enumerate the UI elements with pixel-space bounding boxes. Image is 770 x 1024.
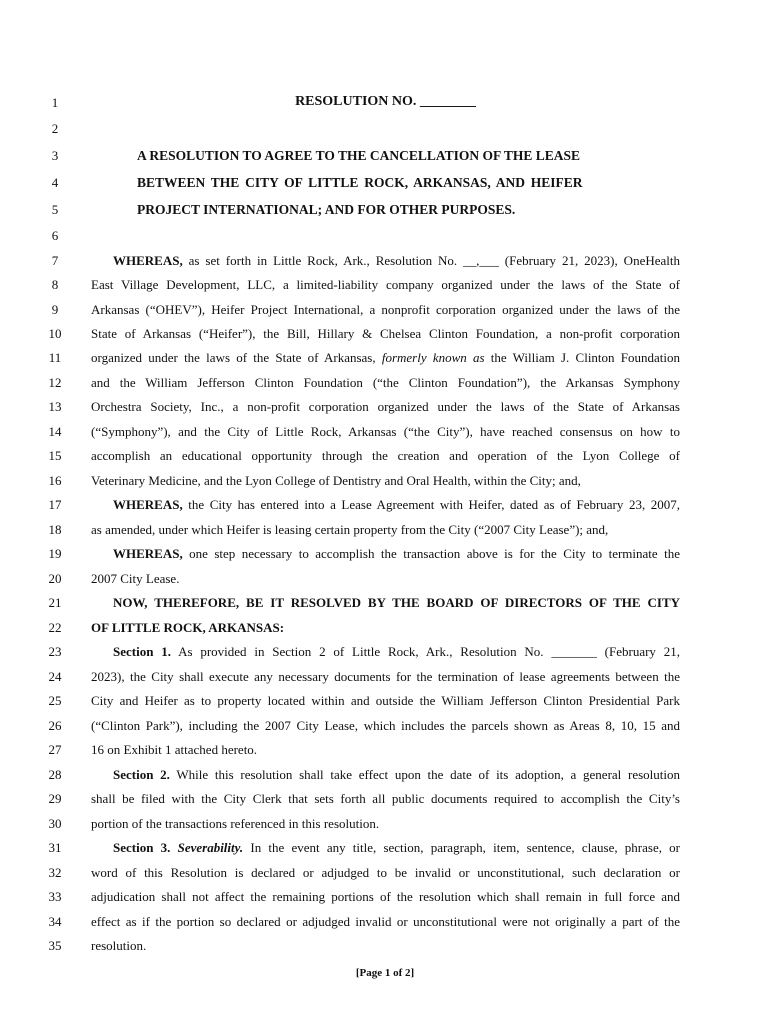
- body-line: [113, 546, 680, 562]
- line-number: 4: [51, 175, 59, 190]
- line-number: 23: [48, 644, 62, 659]
- resolved-clause: NOW, THEREFORE, BE IT RESOLVED BY THE BOARD OF DIRECTORS OF THE CITY: [113, 595, 680, 610]
- body-line: effect as if the portion so declared or adjudged invalid or unconstitutional were not originally a part of the: [91, 914, 680, 929]
- line-number: 15: [48, 448, 62, 463]
- body-line: Veterinary Medicine, and the Lyon College of Dentistry and Oral Health, within the City; and,: [91, 473, 581, 488]
- body-line: East Village Development, LLC, a limited-liability company organized under the laws of the State of: [91, 277, 680, 292]
- body-line: (“Symphony”), and the City of Little Rock, Arkansas (“the City”), have reached consensus on how to: [91, 424, 680, 439]
- line-number: 2: [51, 121, 59, 136]
- body-text: the William J. Clinton Foundation: [484, 350, 680, 365]
- caption-line: PROJECT INTERNATIONAL; AND FOR OTHER PURPOSES.: [137, 202, 516, 217]
- body-line: [113, 644, 680, 660]
- line-number: 12: [48, 375, 62, 390]
- body-line: word of this Resolution is declared or adjudged to be invalid or unconstitutional, such declaration or: [91, 865, 680, 880]
- body-line: adjudication shall not affect the remaining portions of the resolution which shall remain in full force and: [91, 889, 680, 904]
- body-text: organized under the laws of the State of Arkansas,: [91, 350, 382, 365]
- body-text: one step necessary to accomplish the transaction above is for the City to terminate the: [182, 546, 680, 561]
- body-line: 16 on Exhibit 1 attached hereto.: [91, 742, 258, 757]
- body-line: accomplish an educational opportunity through the creation and operation of the Lyon College of: [91, 448, 680, 463]
- whereas-label: WHEREAS,: [113, 546, 183, 561]
- body-line: Orchestra Society, Inc., a non-profit corporation organized under the laws of the State of Arkansas: [91, 399, 680, 414]
- line-number: 32: [48, 865, 62, 880]
- line-number: 21: [48, 595, 62, 610]
- italic-text: formerly known as: [381, 350, 485, 365]
- body-text: While this resolution shall take effect upon the date of its adoption, a general resolution: [169, 767, 680, 782]
- line-number: 31: [48, 840, 62, 855]
- body-line: and the William Jefferson Clinton Foundation (“the Clinton Foundation”), the Arkansas Symphony: [91, 375, 680, 390]
- line-number: 16: [48, 473, 62, 488]
- body-line: portion of the transactions referenced in this resolution.: [91, 816, 380, 831]
- caption-line: BETWEEN THE CITY OF LITTLE ROCK, ARKANSAS, AND HEIFER: [137, 175, 583, 190]
- body-line: State of Arkansas (“Heifer”), the Bill, Hillary & Chelsea Clinton Foundation, a non-profit corporation: [91, 326, 680, 341]
- resolved-clause: OF LITTLE ROCK, ARKANSAS:: [91, 620, 285, 635]
- section-subheading: Severability.: [177, 840, 244, 855]
- body-line: [113, 497, 680, 513]
- line-number: 26: [48, 718, 62, 733]
- body-line: 2023), the City shall execute any necessary documents for the termination of lease agreements between the: [91, 669, 680, 684]
- resolution-title: RESOLUTION NO. ________: [295, 94, 476, 109]
- body-line: shall be filed with the City Clerk that sets forth all public documents required to accomplish the City’s: [91, 791, 680, 806]
- line-number: 30: [48, 816, 62, 831]
- section-heading: Section 2.: [113, 767, 170, 782]
- body-line: as amended, under which Heifer is leasing certain property from the City (“2007 City Lease”); and,: [91, 522, 609, 537]
- line-number: 3: [51, 148, 59, 163]
- line-number: 6: [51, 228, 59, 243]
- line-number: 18: [48, 522, 62, 537]
- line-number: 9: [51, 302, 59, 317]
- line-number: 10: [48, 326, 62, 341]
- line-number: 33: [48, 889, 62, 904]
- whereas-label: WHEREAS,: [113, 497, 183, 512]
- line-number: 25: [48, 693, 62, 708]
- body-line: [113, 253, 680, 269]
- line-number: 34: [48, 914, 62, 929]
- body-text: as set forth in Little Rock, Ark., Resolution No. __,___ (February 21, 2023), OneHealth: [182, 253, 680, 268]
- body-line: City and Heifer as to property located within and outside the William Jefferson Clinton Presidential Park: [91, 693, 680, 708]
- line-number: 13: [48, 399, 62, 414]
- line-number: 20: [48, 571, 62, 586]
- body-line: [91, 350, 680, 366]
- line-number: 29: [48, 791, 62, 806]
- section-heading: Section 3.: [113, 840, 171, 855]
- line-number: 35: [48, 938, 62, 953]
- line-number: 19: [48, 546, 62, 561]
- line-number: 17: [48, 497, 62, 512]
- body-line: Arkansas (“OHEV”), Heifer Project International, a nonprofit corporation organized under the laws of the: [91, 302, 680, 317]
- line-number: 22: [48, 620, 62, 635]
- line-number: 27: [48, 742, 62, 757]
- line-number: 14: [48, 424, 62, 439]
- section-heading: Section 1.: [113, 644, 171, 659]
- line-number: 8: [51, 277, 59, 292]
- body-line: [113, 767, 680, 783]
- body-line: 2007 City Lease.: [91, 571, 180, 586]
- line-number: 5: [51, 202, 59, 217]
- caption-line: A RESOLUTION TO AGREE TO THE CANCELLATION OF THE LEASE: [137, 148, 581, 163]
- body-text: the City has entered into a Lease Agreement with Heifer, dated as of February 23, 2007,: [182, 497, 680, 512]
- line-number: 28: [48, 767, 62, 782]
- line-number: 11: [48, 350, 62, 365]
- line-number: 7: [51, 253, 59, 268]
- body-line: (“Clinton Park”), including the 2007 City Lease, which includes the parcels shown as Areas 8, 10, 15 and: [91, 718, 680, 733]
- page-footer: [Page 1 of 2]: [355, 967, 415, 979]
- line-number: 1: [51, 95, 59, 110]
- body-line: resolution.: [91, 938, 147, 953]
- line-number: 24: [48, 669, 62, 684]
- body-text: As provided in Section 2 of Little Rock, Ark., Resolution No. _______ (February 21,: [171, 644, 680, 659]
- whereas-label: WHEREAS,: [113, 253, 183, 268]
- body-text: In the event any title, section, paragraph, item, sentence, clause, phrase, or: [243, 840, 680, 855]
- body-line: [113, 840, 680, 856]
